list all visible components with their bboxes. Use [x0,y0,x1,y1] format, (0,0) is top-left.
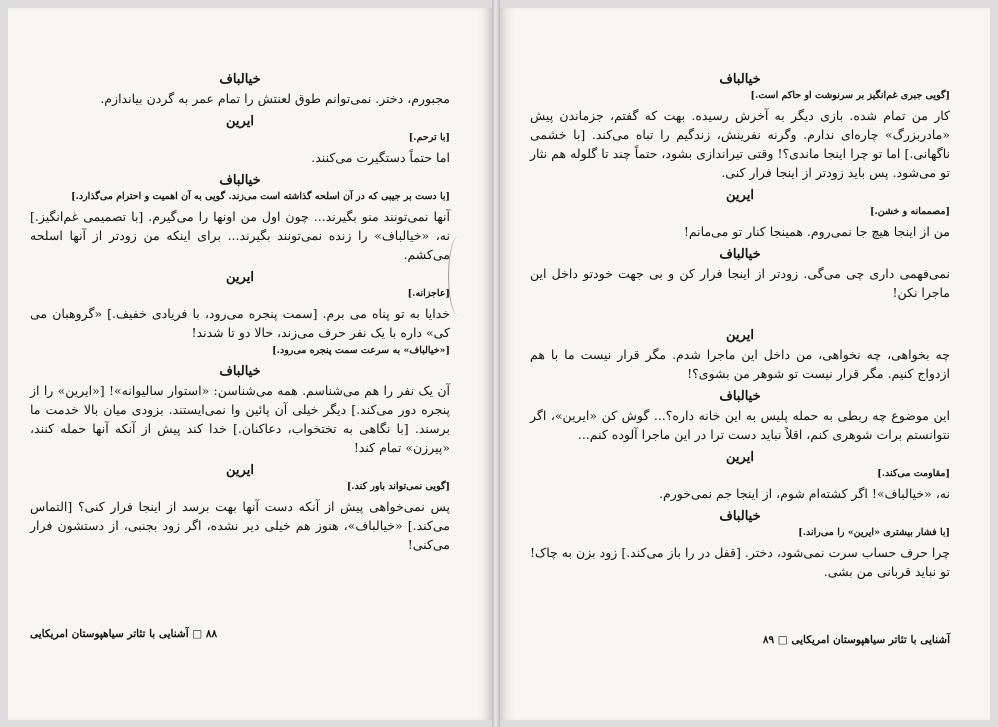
dialogue-line: چرا حرف حساب سرت نمی‌شود، دختر. [قفل در را باز می‌کند.] زود بزن به چاک! تو نباید قربانی من بشی. [530,545,950,579]
speaker-name: ایرین [226,463,254,478]
stage-direction: [مقاومت می‌کند.] [877,468,950,479]
dialogue-line: مجبورم، دختر. نمی‌توانم طوق لعنتش را تمام عمر به گردن بیاندازم. [100,91,450,106]
dialogue-line: چه بخواهی، چه نخواهی، من داخل این ماجرا شدم. مگر قرار نیست ما با هم ازدواج کنیم. مگر قرار نیست تو شوهر من بشوی؟! [530,347,950,381]
dialogue-line: نمی‌فهمی داری چی می‌گی. زودتر از اینجا فرار کن و بی جهت خودتو داخل این ماجرا نکن! [530,266,950,300]
dialogue-line: آن یک نفر را هم می‌شناسم. همه می‌شناسن: «استوار سالیوانه»! [«ایرین» را از پنجره دور می‌کند.] دیگر خیلی آن پائین وا نمی‌ایستند. بزودی میان بالا خدمت ما برسند. [با نگاهی به تختخواب، دعاکنان.] خدا کند پیش از آنکه آنها حمله کنند، «پیرزن» تمام کند! [30,383,450,455]
pen-mark [448,236,469,316]
dialogue-line: این موضوع چه ربطی به حمله پلیس به این خانه داره؟... گوش کن «ایرین»، اگر نتوانستم برات شوهری کنم، اقلاً نباید دست ترا در این ماجرا آلوده کنم... [530,408,950,442]
right-page-text [530,66,950,583]
stage-direction: [با فشار بیشتری «ایرین» را می‌راند.] [798,527,950,538]
left-page [8,8,492,720]
stage-direction: [عاجزانه.] [407,288,450,299]
speaker-name: ایرین [726,188,754,203]
speaker-name: ایرین [726,328,754,343]
speaker-name: ایرین [726,450,754,465]
stage-direction: [مصممانه و خشن.] [869,206,950,217]
speaker-name: خیالباف [219,364,261,379]
speaker-name: خیالباف [719,509,761,524]
dialogue-line: نه، «خیالباف»! اگر کشته‌ام شوم، از اینجا جم نمی‌خورم. [658,486,950,501]
dialogue-line: کار من تمام شده. بازی دیگر به آخرش رسیده. بهت که گفتم، جزماندن پیش «مادربزرگ» چاره‌ای ندارم. وگرنه نفرینش، زندگیم را تباه می‌کند. [با خشمی ناگهانی.] اما تو چرا اینجا ماندی؟! وقتی تیراندازی بشود، حتماً چند تا گلوله هم نثار تو می‌شود. پس باید زودتر از اینجا فرار کنی. [530,108,950,180]
stage-direction: [با ترحم.] [408,132,450,143]
right-page [500,8,990,720]
spacer [530,304,950,322]
stage-direction: [«خیالباف» به سرعت سمت پنجره می‌رود.] [272,345,450,356]
left-page-footer: ۸۸ □ آشنایی با تئاتر سیاهپوستان امریکایی [30,628,218,640]
speaker-name: خیالباف [719,72,761,87]
speaker-name: خیالباف [219,173,261,188]
dialogue-line: من از اینجا هیچ جا نمی‌روم. همینجا کنار تو می‌مانم! [683,224,950,239]
stage-direction: [گویی نمی‌تواند باور کند.] [346,481,450,492]
stage-direction: [با دست بر جیبی که در آن اسلحه گذاشته است می‌زند. گویی به آن اهمیت و احترام می‌گذارد.] [71,191,450,202]
speaker-name: ایرین [226,270,254,285]
speaker-name: ایرین [226,114,254,129]
dialogue-line: آنها نمی‌تونند منو بگیرند... چون اول من اونها را می‌گیرم. [با تصمیمی غم‌انگیز.] نه، «خیالباف» را زنده نمی‌تونند بگیرند... برای اینکه من زودتر از آنها اسلحه می‌کشم. [30,209,450,262]
dialogue-line: اما حتماً دستگیرت می‌کنند. [311,150,450,165]
speaker-name: خیالباف [719,389,761,404]
stage-direction: [گویی جبری غم‌انگیز بر سرنوشت او حاکم است.] [750,90,950,101]
speaker-name: خیالباف [719,247,761,262]
left-page-text [30,66,450,556]
right-page-footer: آشنایی با تئاتر سیاهپوستان امریکایی □ ۸۹ [762,634,950,646]
dialogue-line: پس نمی‌خواهی پیش از آنکه دست آنها بهت برسد از اینجا فرار کنی؟ [التماس می‌کند.] «خیالباف»، هنوز هم خیلی دیر نشده، اگر زود بجنبی، از دستشون فرار می‌کنی! [30,499,450,552]
speaker-name: خیالباف [219,72,261,87]
dialogue-line: خدایا به تو پناه می برم. [سمت پنجره می‌رود، با فریادی خفیف.] «گروهبان می کی» داره با یک نفر حرف می‌زند، حالا دو تا شدند! [30,306,450,340]
book-spine [492,0,500,727]
